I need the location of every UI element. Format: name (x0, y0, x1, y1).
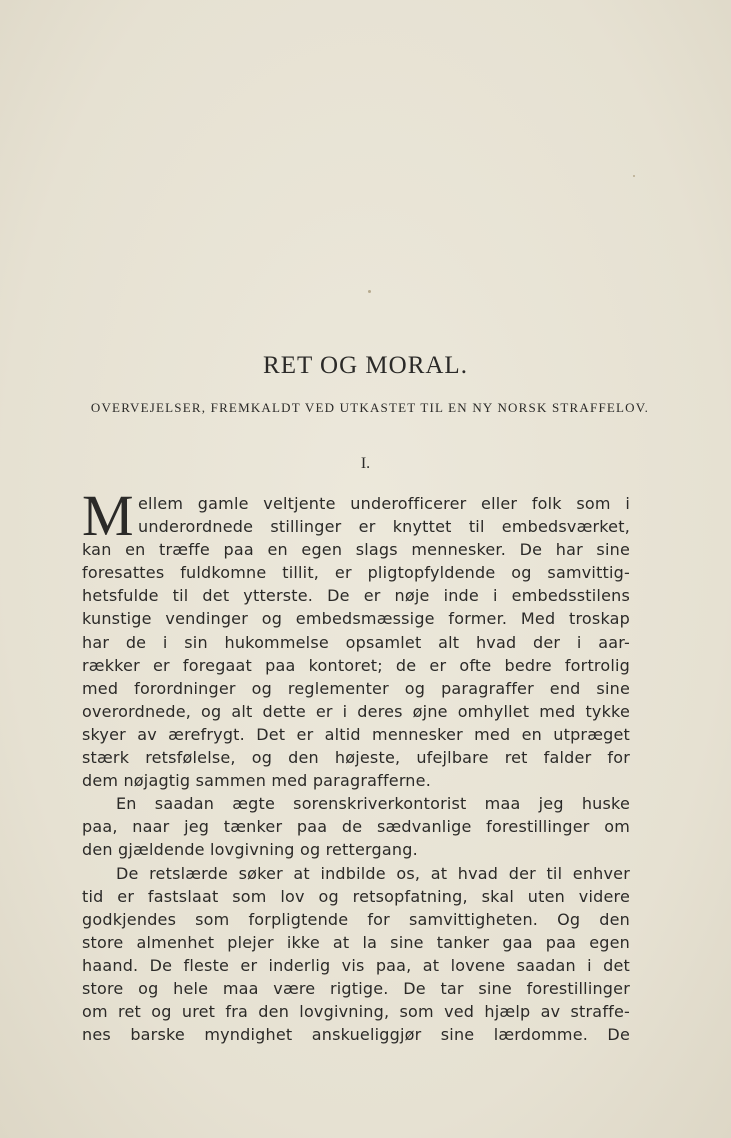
body-text (82, 483, 630, 1046)
text-line: haand. De fleste er inderlig vis paa, at lovene saadan i det (82, 955, 630, 975)
text-line: nes barske myndighet anskueliggjør sine lærdomme. De (82, 1025, 630, 1045)
drop-cap: M (82, 483, 134, 548)
text-line: store og hele maa være rigtige. De tar sine forestillinger (82, 978, 630, 998)
text-line: med forordninger og reglementer og paragraffer end sine (82, 678, 630, 698)
text-line: overordnede, og alt dette er i deres øjne omhyllet med tykke (82, 701, 630, 721)
section-number: I. (360, 455, 371, 472)
text-line: godkjendes som forpligtende for samvittigheten. Og den (82, 909, 630, 929)
text-line: kan en træffe paa en egen slags mennesker. De har sine (82, 540, 630, 560)
text-line: tid er fastslaat som lov og retsopfatning, skal uten videre (82, 886, 630, 906)
text-line: foresattes fuldkomne tillit, er pligtopfyldende og samvittig- (82, 563, 630, 583)
text-line: ellem gamle veltjente underofficerer eller folk som i (138, 494, 630, 513)
text-line: hetsfulde til det ytterste. De er nøje inde i embedsstilens (82, 586, 630, 606)
text-line: De retslærde søker at indbilde os, at hvad der til enhver (116, 863, 630, 883)
paper-speck (633, 175, 635, 177)
text-line: underordnede stillinger er knyttet til embedsværket, (138, 517, 630, 537)
text-line: har de i sin hukommelse opsamlet alt hvad der i aar- (82, 632, 630, 652)
text-line: rækker er foregaat paa kontoret; de er ofte bedre fortrolig (82, 655, 630, 675)
text-line: kunstige vendinger og embedsmæssige former. Med troskap (82, 609, 630, 629)
text-line: stærk retsfølelse, og den højeste, ufejlbare ret falder for (82, 748, 630, 768)
paper-speck (368, 290, 371, 293)
chapter-subtitle: OVERVEJELSER, FREMKALDT VED UTKASTET TIL EN NY NORSK STRAFFELOV. (90, 400, 650, 415)
text-line: paa, naar jeg tænker paa de sædvanlige forestillinger om (82, 817, 630, 837)
text-line: om ret og uret fra den lovgivning, som ved hjælp av straffe- (82, 1002, 630, 1022)
text-line: dem nøjagtig sammen med paragrafferne. (82, 771, 431, 791)
text-line: den gjældende lovgivning og rettergang. (82, 840, 418, 860)
text-line: En saadan ægte sorenskriverkontorist maa jeg huske (116, 794, 630, 814)
text-line: skyer av ærefrygt. Det er altid mennesker med en utpræget (82, 724, 630, 744)
chapter-title: RET OG MORAL. (263, 352, 468, 379)
text-line: store almenhet plejer ikke at la sine tanker gaa paa egen (82, 932, 630, 952)
